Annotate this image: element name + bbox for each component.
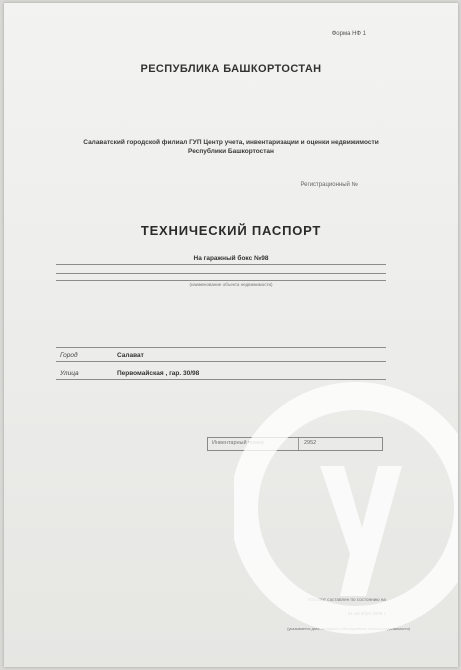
inventory-divider [298,438,299,450]
passport-page [4,3,458,667]
street-label: Улица [60,370,79,377]
city-value: Салават [117,352,144,359]
object-underline-2 [56,273,386,274]
street-underline [56,379,386,380]
inventory-number-value: 2952 [304,440,317,446]
object-underline-1 [56,264,386,265]
circle-u-watermark-icon [234,358,458,667]
street-value: Первомайская , гар. 30/98 [117,370,200,377]
city-label: Город [60,352,78,359]
city-underline [56,361,386,362]
form-label: Форма НФ 1 [331,31,366,37]
inventory-number-label: Инвентарный номер [212,440,265,446]
object-name: На гаражный бокс №98 [193,255,269,262]
compiled-date: 31 октября 2008 г. [347,611,386,616]
inventory-number-box [207,437,383,451]
city-top-line [56,347,386,348]
organization-line-1: Салаватский городской филиал ГУП Центр учета, инвентаризации и оценки недвижимости [83,139,379,146]
document-title: ТЕХНИЧЕСКИЙ ПАСПОРТ [140,223,322,238]
organization-name [34,138,428,156]
object-underline-3 [56,280,386,281]
compiled-state-label: Паспорт составлен по состоянию на [308,597,386,602]
object-caption: (наименование объекта недвижимости) [189,282,273,287]
organization-line-2: Республики Башкортостан [188,148,274,155]
registration-number-label: Регистрационный № [300,182,358,188]
republic-heading: РЕСПУБЛИКА БАШКОРТОСТАН [140,63,322,75]
compiled-date-caption: (указывается дата последнего обследования объекта недвижимости) [287,627,410,631]
